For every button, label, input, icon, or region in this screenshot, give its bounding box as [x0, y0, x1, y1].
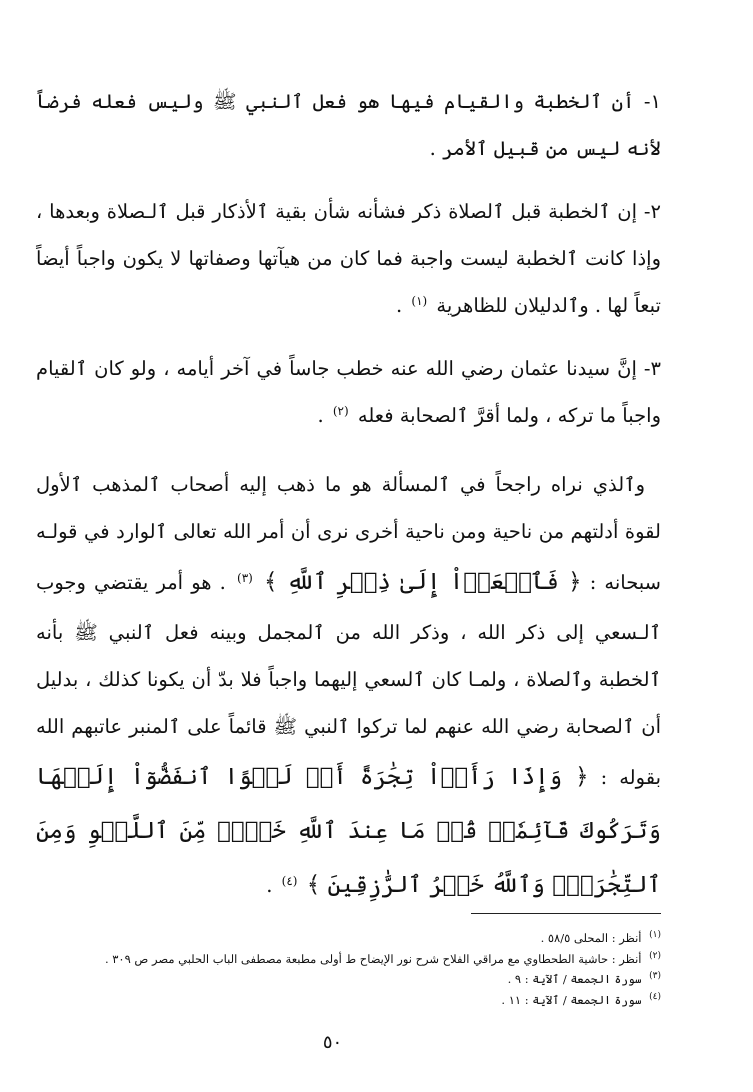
point-3-end: .	[317, 404, 324, 427]
footnote-ref-2[interactable]: (٢)	[332, 403, 349, 418]
point-1-paragraph	[36, 78, 661, 172]
quran-verse-2: ﴿ وَإِذَا رَأَوۡاْ تِجَٰرَةً أَوۡ لَهۡوًا ٱنفَضُّوٓاْ إِلَيۡهَا وَتَرَكُوكَ قَآئِمٗاۚ قُلۡ مَا عِندَ ٱللَّهِ خَيۡرٞ مِّنَ ٱللَّهۡوِ وَمِنَ ٱلتِّجَٰرَةِۚ وَٱللَّهُ خَيۡرُ ٱلرَّٰزِقِينَ ﴾	[36, 764, 661, 898]
footnote-ref-3[interactable]: (٣)	[237, 570, 253, 585]
point-3-paragraph	[36, 345, 661, 439]
footnote-item	[40, 969, 661, 990]
footnote-number: (٤)	[649, 991, 661, 1002]
footnote-item	[40, 928, 661, 949]
conclusion-text-2: . هو أمر يقتضي وجوب ٱلـسعي إلى ذكر الله ، وذكر الله من ٱلمجمل وبينه فعل ٱلنبي ﷺ بأنه ٱلخطبة وٱلصلاة ، ولمـا كان ٱلسعي إليهما واجباً فلا بدّ أن يكونا كذلك ، بدليل أن ٱلصحابة رضي الله عنهم لما تركوا ٱلنبي ﷺ قائماً على ٱلمنبر عاتبهم الله بقوله :	[36, 571, 661, 789]
conclusion-end: .	[266, 874, 273, 897]
footnote-ref-4[interactable]: (٤)	[281, 873, 298, 888]
footnote-number: (١)	[649, 930, 661, 941]
point-2-text: ٢- إن ٱلخطبة قبل ٱلصلاة ذكر فشأنه شأن بقية ٱلأذكار قبل ٱلـصلاة وبعدها ، وإذا كانت ٱلخطبة ليست واجبة فما كان من هيآتها وصفاتها لا يكون واجباً أيضاً تبعاً لها . وٱلدليلان للظاهرية	[36, 200, 661, 317]
footnote-number: (٣)	[649, 971, 661, 982]
footnotes-list	[40, 928, 661, 1010]
footnote-text: سورة الجمعة / ٱلآية : ٩ .	[507, 972, 642, 986]
point-1-text: ١- أن ٱلخطبة والقيام فيها هو فعل ٱلنبي ﷺ وليس فعله فرضاً لأنه ليس من قبيل ٱلأمر .	[36, 90, 661, 160]
footnote-item	[40, 949, 661, 970]
quran-verse-1: ﴿ فَٱسۡعَوۡاْ إِلَىٰ ذِكۡرِ ٱللَّهِ ﴾	[263, 569, 582, 595]
point-2-paragraph	[36, 188, 661, 329]
footnote-item	[40, 990, 661, 1011]
footnote-divider	[471, 913, 661, 914]
footnote-ref-1[interactable]: (١)	[411, 293, 428, 308]
footnote-text: أنظر : المحلى ٥٨/٥ .	[540, 931, 642, 945]
point-3-text: ٣- إنَّ سيدنا عثمان رضي الله عنه خطب جاساً في آخر أيامه ، ولو كان ٱلقيام واجباً ما تركه ، ولما أقرَّ ٱلصحابة فعله	[36, 357, 661, 427]
footnote-text: أنظر : حاشية الطحطاوي مع مراقي الفلاح شرح نور الإيضاح ط أولى مطبعة مصطفى الباب الحلبي مصر ص ٣٠٩ .	[104, 951, 642, 966]
conclusion-paragraph	[36, 461, 661, 912]
footnote-number: (٢)	[649, 950, 661, 961]
point-2-end: .	[395, 294, 403, 317]
footnote-text: سورة الجمعة / ٱلآية : ١١ .	[501, 992, 642, 1007]
conclusion-text-1: وٱلذي نراه راجحاً في ٱلمسألة هو ما ذهب إليه أصحاب ٱلمذهب ٱلأول لقوة أدلتهم من ناحية ومن ناحية أخرى نرى أن أمر الله تعالى ٱلوارد في قولـه سبحانه :	[36, 473, 662, 594]
page-number: ٥٠	[322, 1032, 343, 1053]
